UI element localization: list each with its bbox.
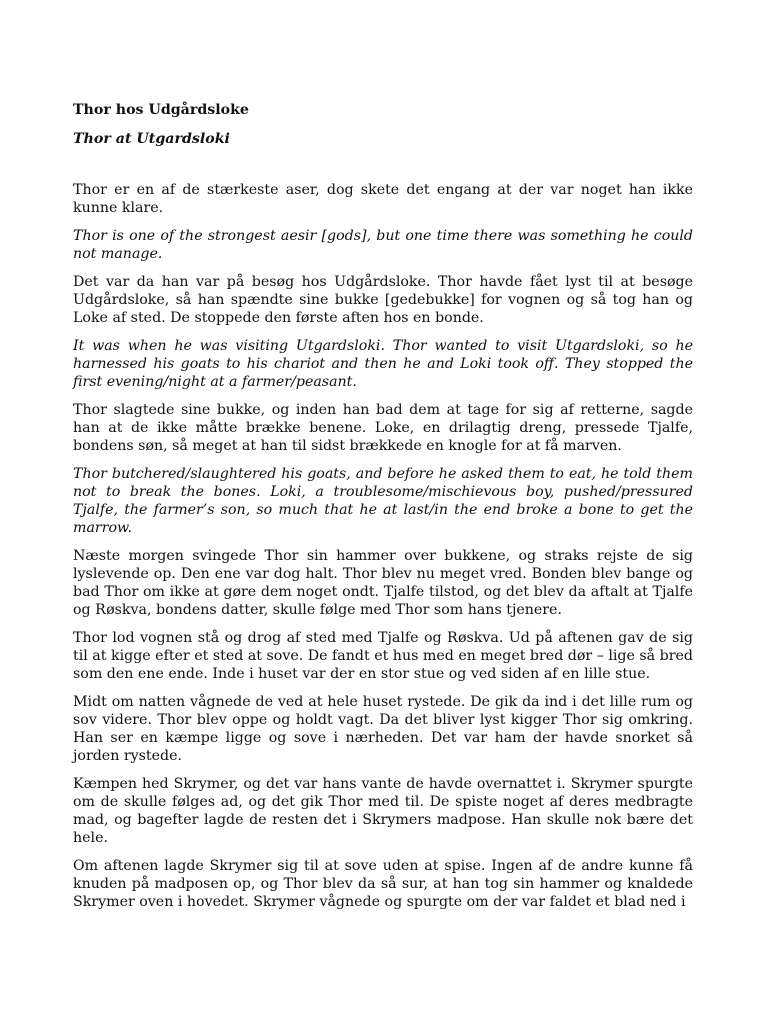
paragraph-english: It was when he was visiting Utgardsloki. Thor wanted to visit Utgardsloki, so he harnessed his goats to his chariot and then he and Loki took off. They stopped the first evening/night at a farmer/peasant. [73, 338, 693, 390]
document-body [73, 181, 693, 911]
paragraph-danish: Næste morgen svingede Thor sin hammer over bukkene, og straks rejste de sig lyslevende op. Den ene var dog halt. Thor blev nu meget vred. Bonden blev bange og bad Thor om ikke at gøre dem noget ondt. Tjalfe tilstod, og det blev da aftalt at Tjalfe og Røskva, bondens datter, skulle følge med Thor som hans tjenere. [73, 548, 693, 618]
paragraph-english: Thor butchered/slaughtered his goats, and before he asked them to eat, he told them not to break the bones. Loki, a troublesome/mischievous boy, pushed/pressured Tjalfe, the farmer’s son, so much that he at last/in the end broke a bone to get the marrow. [73, 466, 693, 536]
paragraph-danish: Thor er en af de stærkeste aser, dog skete det engang at der var noget han ikke kunne klare. [73, 182, 693, 216]
paragraph-danish: Kæmpen hed Skrymer, og det var hans vante de havde overnattet i. Skrymer spurgte om de skulle følges ad, og det gik Thor med til. De spiste noget af deres medbragte mad, og bagefter lagde de resten det i Skrymers madpose. Han skulle nok bære det hele. [73, 776, 693, 846]
paragraph-danish: Thor lod vognen stå og drog af sted med Tjalfe og Røskva. Ud på aftenen gav de sig til at kigge efter et sted at sove. De fandt et hus med en meget bred dør – lige så bred som den ene ende. Inde i huset var der en stor stue og ved siden af en lille stue. [73, 630, 693, 682]
paragraph-english: Thor is one of the strongest aesir [gods], but one time there was something he could not manage. [73, 228, 693, 262]
paragraph-danish: Det var da han var på besøg hos Udgårdsloke. Thor havde fået lyst til at besøge Udgårdsloke, så han spændte sine bukke [gedebukke] for vognen og så tog han og Loke af sted. De stoppede den første aften hos en bonde. [73, 274, 693, 326]
document-subtitle: Thor at Utgardsloki [73, 131, 230, 147]
document-title: Thor hos Udgårdsloke [73, 102, 249, 118]
paragraph-danish: Midt om natten vågnede de ved at hele huset rystede. De gik da ind i det lille rum og sov videre. Thor blev oppe og holdt vagt. Da det bliver lyst kigger Thor sig omkring. Han ser en kæmpe ligge og sove i nærheden. Det var ham der havde snorket så jorden rystede. [73, 694, 693, 764]
paragraph-danish: Thor slagtede sine bukke, og inden han bad dem at tage for sig af retterne, sagde han at de ikke måtte brække benene. Loke, en drilagtig dreng, pressede Tjalfe, bondens søn, så meget at han til sidst brækkede en knogle for at få marven. [73, 402, 693, 454]
paragraph-danish: Om aftenen lagde Skrymer sig til at sove uden at spise. Ingen af de andre kunne få knuden på madposen op, og Thor blev da så sur, at han tog sin hammer og knaldede Skrymer oven i hovedet. Skrymer vågnede og spurgte om der var faldet et blad ned i [73, 858, 693, 910]
document-page [73, 99, 693, 921]
